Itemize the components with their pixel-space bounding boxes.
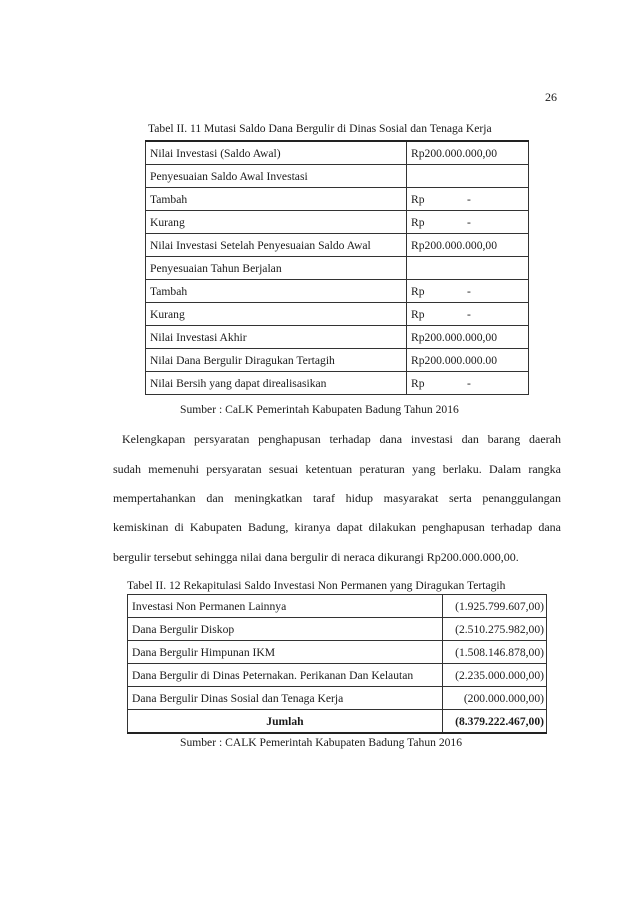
row-value [407,257,529,280]
row-currency: Rp200.000.000,00 [411,330,497,344]
table-row [146,372,529,395]
row-amount: (1.925.799.607,00) [442,595,546,618]
row-currency: Rp200.000.000,00 [411,146,497,160]
table2-caption: Tabel II. 12 Rekapitulasi Saldo Investasi Non Permanen yang Diragukan Tertagih [127,579,506,592]
row-currency: Rp200.000.000,00 [411,238,497,252]
row-currency: Rp [411,284,425,298]
paragraph-line-5: bergulir tersebut sehingga nilai dana bergulir di neraca dikurangi Rp200.000.000,00. [113,550,519,564]
table-row [146,280,529,303]
row-label: Nilai Bersih yang dapat direalisasikan [146,372,407,395]
row-value [407,141,529,165]
row-amount: (1.508.146.878,00) [442,641,546,664]
table-row [146,349,529,372]
row-label: Dana Bergulir Himpunan IKM [128,641,443,664]
row-currency: Rp [411,376,425,390]
row-value [407,303,529,326]
row-value [407,188,529,211]
row-dash: - [467,376,471,390]
table-row [128,641,547,664]
row-label: Nilai Dana Bergulir Diragukan Tertagih [146,349,407,372]
row-label: Kurang [146,303,407,326]
row-label: Dana Bergulir Diskop [128,618,443,641]
row-value [407,211,529,234]
row-label: Investasi Non Permanen Lainnya [128,595,443,618]
table-row [146,326,529,349]
table-total-row [128,710,547,734]
row-label: Kurang [146,211,407,234]
row-label: Penyesuaian Saldo Awal Investasi [146,165,407,188]
row-dash: - [467,215,471,229]
row-amount: (2.235.000.000,00) [442,664,546,687]
table-row [146,188,529,211]
table1-caption: Tabel II. 11 Mutasi Saldo Dana Bergulir di Dinas Sosial dan Tenaga Kerja [148,122,492,135]
table-row [128,618,547,641]
table2-source: Sumber : CALK Pemerintah Kabupaten Badung Tahun 2016 [180,736,463,749]
row-value [407,280,529,303]
total-amount: (8.379.222.467,00) [442,710,546,734]
row-dash: - [467,284,471,298]
row-value [407,165,529,188]
paragraph-line-2: sudah memenuhi persyaratan sesuai ketentuan peraturan yang berlaku. Dalam rangka [113,462,561,476]
row-currency: Rp [411,307,425,321]
paragraph-line-4: kemiskinan di Kabupaten Badung, kiranya dapat dilakukan penghapusan terhadap dana [113,520,561,534]
table-row [128,595,547,618]
row-label: Tambah [146,280,407,303]
row-currency: Rp200.000.000.00 [411,353,497,367]
row-value [407,234,529,257]
row-currency: Rp [411,192,425,206]
row-label: Nilai Investasi Setelah Penyesuaian Saldo Awal [146,234,407,257]
table-row [146,257,529,280]
table-row [146,141,529,165]
row-amount: (2.510.275.982,00) [442,618,546,641]
table1-source: Sumber : CaLK Pemerintah Kabupaten Badung Tahun 2016 [180,403,459,416]
row-label: Penyesuaian Tahun Berjalan [146,257,407,280]
table-row [128,664,547,687]
row-amount: (200.000.000,00) [442,687,546,710]
row-dash: - [467,307,471,321]
page-number: 26 [545,90,557,104]
row-value [407,372,529,395]
row-label: Dana Bergulir Dinas Sosial dan Tenaga Kerja [128,687,443,710]
row-label: Nilai Investasi (Saldo Awal) [146,141,407,165]
table-row [146,165,529,188]
row-value [407,349,529,372]
row-label: Nilai Investasi Akhir [146,326,407,349]
table-row [146,234,529,257]
total-label: Jumlah [128,710,443,734]
table-row [146,303,529,326]
paragraph-line-3: mempertahankan dan meningkatkan taraf hidup masyarakat serta penanggulangan [113,491,561,505]
row-dash: - [467,192,471,206]
row-label: Dana Bergulir di Dinas Peternakan. Perikanan Dan Kelautan [128,664,443,687]
row-value [407,326,529,349]
table-row [128,687,547,710]
row-label: Tambah [146,188,407,211]
mutasi-saldo-table [145,140,529,395]
row-currency: Rp [411,215,425,229]
rekapitulasi-table [127,594,547,734]
table-row [146,211,529,234]
paragraph-line-1: Kelengkapan persyaratan penghapusan terhadap dana investasi dan barang daerah [122,432,561,446]
